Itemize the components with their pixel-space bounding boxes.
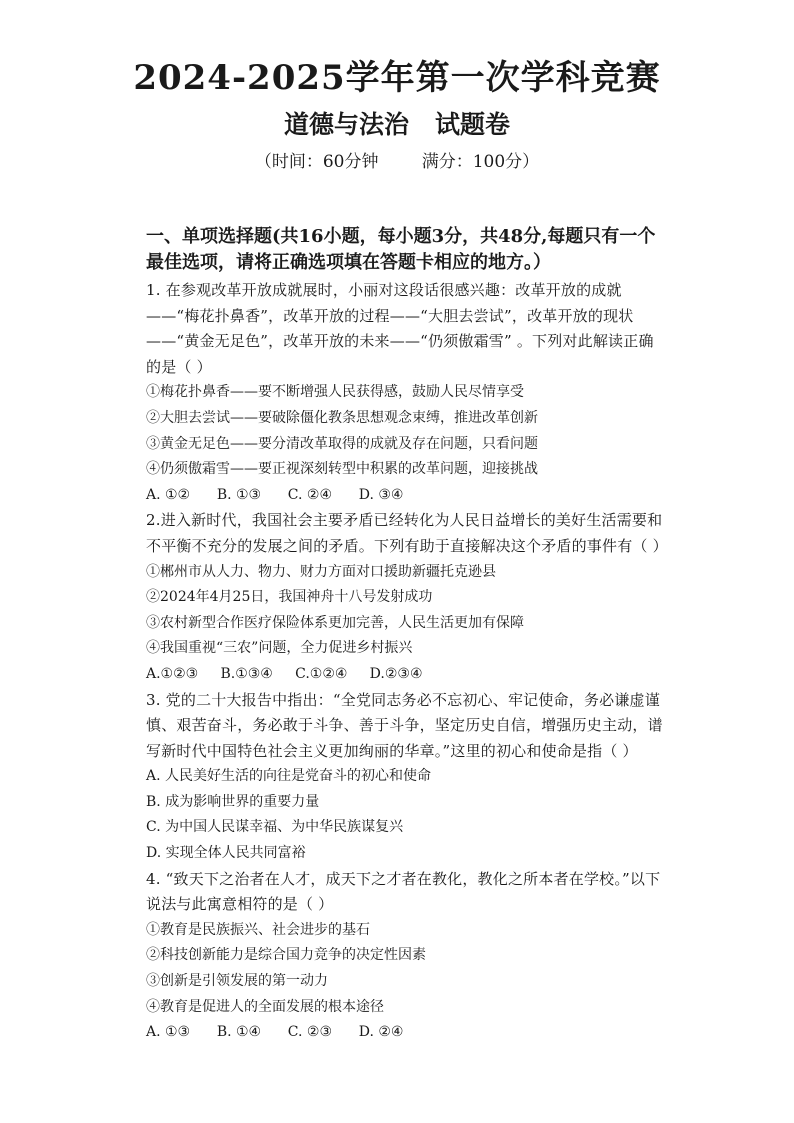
statement-item: ②科技创新能力是综合国力竞争的决定性因素 <box>146 947 426 964</box>
time-and-score: （时间：60分钟 满分：100分） <box>254 152 540 172</box>
statement-item: ③创新是引领发展的第一动力 <box>146 973 328 990</box>
statement-item: ①梅花扑鼻香——要不断增强人民获得感，鼓励人民尽情享受 <box>146 384 524 401</box>
exam-content <box>146 224 666 1046</box>
question-2 <box>146 508 666 687</box>
question-stem: 1. 在参观改革开放成就展时，小丽对这段话很感兴趣：改革开放的成就——“梅花扑鼻香”，改革开放的过程——“大胆去尝试”，改革开放的现状——“黄金无足色”，改革开放的未来——“仍须傲霜雪” 。下列对此解读正确的是（ ） <box>146 281 654 376</box>
statement-item: ④我国重视“三农”问题，全力促进乡村振兴 <box>146 640 413 657</box>
choice-item: C. 为中国人民谋幸福、为中华民族谋复兴 <box>146 819 404 836</box>
answer-choices: A. ①② B. ①③ C. ②④ D. ③④ <box>146 486 404 503</box>
statement-item: ③农村新型合作医疗保险体系更加完善，人民生活更加有保障 <box>146 614 524 631</box>
statement-item: ④教育是促进人的全面发展的根本途径 <box>146 998 384 1015</box>
choice-item: D. 实现全体人民共同富裕 <box>146 845 306 862</box>
choice-item: A. 人民美好生活的向往是党奋斗的初心和使命 <box>146 768 432 785</box>
exam-title: 2024-2025学年第一次学科竞赛 <box>133 58 661 98</box>
statement-item: ③黄金无足色——要分清改革取得的成就及存在问题，只看问题 <box>146 435 538 452</box>
answer-choices: A. ①③ B. ①④ C. ②③ D. ②④ <box>146 1024 404 1041</box>
question-stem: 3. 党的二十大报告中指出：“全党同志务必不忘初心、牢记使命，务必谦虚谨慎、艰苦奋斗，务必敢于斗争、善于斗争，坚定历史自信，增强历史主动，谱写新时代中国特色社会主义更加绚丽的华章。”这里的初心和使命是指（ ） <box>146 690 663 760</box>
question-4 <box>146 867 666 1046</box>
question-3 <box>146 688 666 867</box>
statement-item: ①郴州市从人力、物力、财力方面对口援助新疆托克逊县 <box>146 563 496 580</box>
choice-item: B. 成为影响世界的重要力量 <box>146 793 320 810</box>
question-1 <box>146 278 666 508</box>
statement-item: ④仍须傲霜雪——要正视深刻转型中积累的改革问题，迎接挑战 <box>146 461 538 478</box>
section-heading: 一、单项选择题(共16小题，每小题3分，共48分,每题只有一个最佳选项，请将正确选项填在答题卡相应的地方。） <box>146 226 656 273</box>
question-stem: 4. “致天下之治者在人才，成天下之才者在教化，教化之所本者在学校。”以下说法与此寓意相符的是（ ） <box>146 869 661 914</box>
question-stem: 2.进入新时代，我国社会主要矛盾已经转化为人民日益增长的美好生活需要和不平衡不充分的发展之间的矛盾。下列有助于直接解决这个矛盾的事件有（ ） <box>146 511 668 555</box>
answer-choices: A.①②③ B.①③④ C.①②④ D.②③④ <box>146 665 423 682</box>
exam-subtitle: 道德与法治 试题卷 <box>283 110 511 139</box>
statement-item: ②大胆去尝试——要破除僵化教条思想观念束缚，推进改革创新 <box>146 409 538 426</box>
statement-item: ②2024年4月25日，我国神舟十八号发射成功 <box>146 589 433 606</box>
statement-item: ①教育是民族振兴、社会进步的基石 <box>146 921 370 938</box>
